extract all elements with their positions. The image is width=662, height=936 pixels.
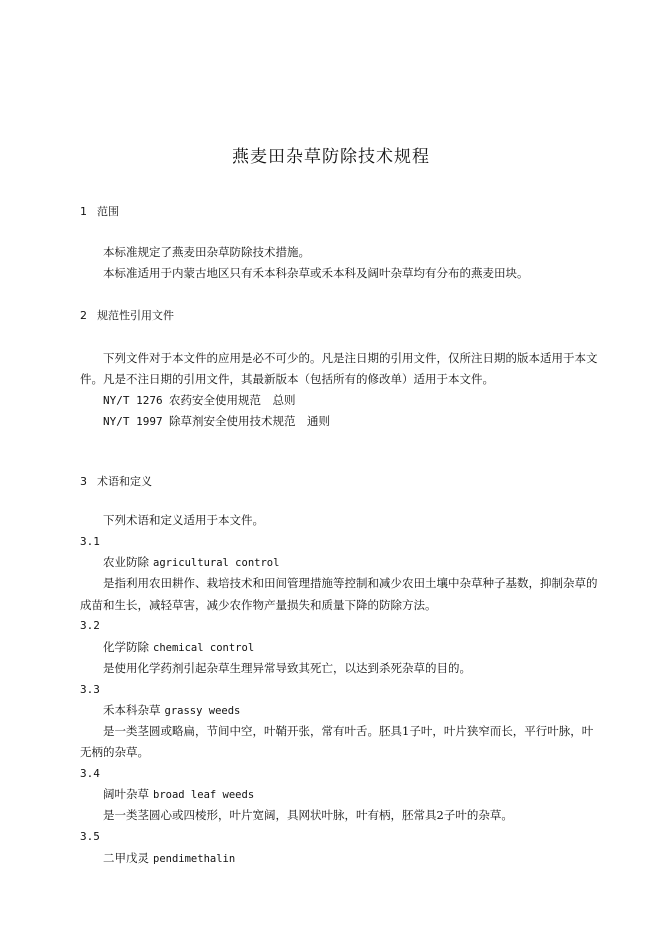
term-definition-line: 是使用化学药剂引起杂草生理异常导致其死亡，以达到杀死杂草的目的。	[103, 661, 471, 675]
term-english: pendimethalin	[153, 853, 236, 865]
reference-code: NY/T 1997	[103, 415, 163, 428]
section-number: 2	[80, 309, 87, 322]
section-title: 范围	[97, 205, 119, 218]
term-number: 3.3	[80, 683, 100, 696]
term-english: chemical control	[153, 642, 255, 654]
paragraph: 本标准规定了燕麦田杂草防除技术措施。	[103, 245, 310, 259]
term-definition-line: 是一类茎圆心或四棱形，叶片宽阔，具网状叶脉，叶有柄，胚常具2子叶的杂草。	[103, 808, 513, 822]
paragraph: 下列术语和定义适用于本文件。	[103, 513, 264, 527]
paragraph: 本标准适用于内蒙古地区只有禾本科杂草或禾本科及阔叶杂草均有分布的燕麦田块。	[103, 266, 529, 280]
reference-item	[103, 392, 296, 409]
section-number: 1	[80, 205, 87, 218]
document-title: 燕麦田杂草防除技术规程	[232, 147, 430, 167]
term-english: broad leaf weeds	[153, 789, 255, 801]
section-title: 术语和定义	[97, 475, 152, 488]
paragraph-line: 件。凡是不注日期的引用文件，其最新版本（包括所有的修改单）适用于本文件。	[80, 372, 494, 386]
section-heading-scope	[80, 204, 119, 220]
term-number: 3.2	[80, 619, 100, 632]
term-number: 3.1	[80, 535, 100, 548]
paragraph-line: 下列文件对于本文件的应用是必不可少的。凡是注日期的引用文件，仅所注日期的版本适用于本文	[103, 351, 598, 365]
term-chinese: 农业防除	[103, 555, 149, 569]
term-chinese: 阔叶杂草	[103, 787, 149, 801]
section-heading-terms-definitions	[80, 474, 152, 490]
term-heading	[103, 554, 279, 571]
term-definition-line: 成苗和生长，减轻草害，减少农作物产量损失和质量下降的防除方法。	[80, 598, 437, 612]
term-number: 3.4	[80, 767, 100, 780]
section-number: 3	[80, 475, 87, 488]
reference-code: NY/T 1276	[103, 394, 163, 407]
term-definition-line: 是指利用农田耕作、栽培技术和田间管理措施等控制和减少农田土壤中杂草种子基数，抑制杂草的	[103, 576, 598, 590]
term-definition-line: 是一类茎圆或略扁，节间中空，叶鞘开张，常有叶舌。胚具1子叶，叶片狭窄而长，平行叶脉，叶	[103, 724, 594, 738]
term-heading	[103, 702, 240, 719]
reference-name: 除草剂安全使用技术规范 通则	[169, 414, 330, 428]
term-chinese: 二甲戊灵	[103, 851, 149, 865]
reference-name: 农药安全使用规范 总则	[169, 393, 296, 407]
section-title: 规范性引用文件	[97, 309, 174, 322]
term-english: agricultural control	[153, 557, 280, 569]
section-heading-normative-references	[80, 308, 174, 324]
term-heading	[103, 850, 235, 867]
term-number: 3.5	[80, 830, 100, 843]
term-heading	[103, 786, 254, 803]
term-chinese: 化学防除	[103, 640, 149, 654]
term-heading	[103, 639, 254, 656]
term-definition-line: 无柄的杂草。	[80, 745, 149, 759]
reference-item	[103, 413, 330, 430]
term-chinese: 禾本科杂草	[103, 703, 161, 717]
term-english: grassy weeds	[164, 705, 241, 717]
